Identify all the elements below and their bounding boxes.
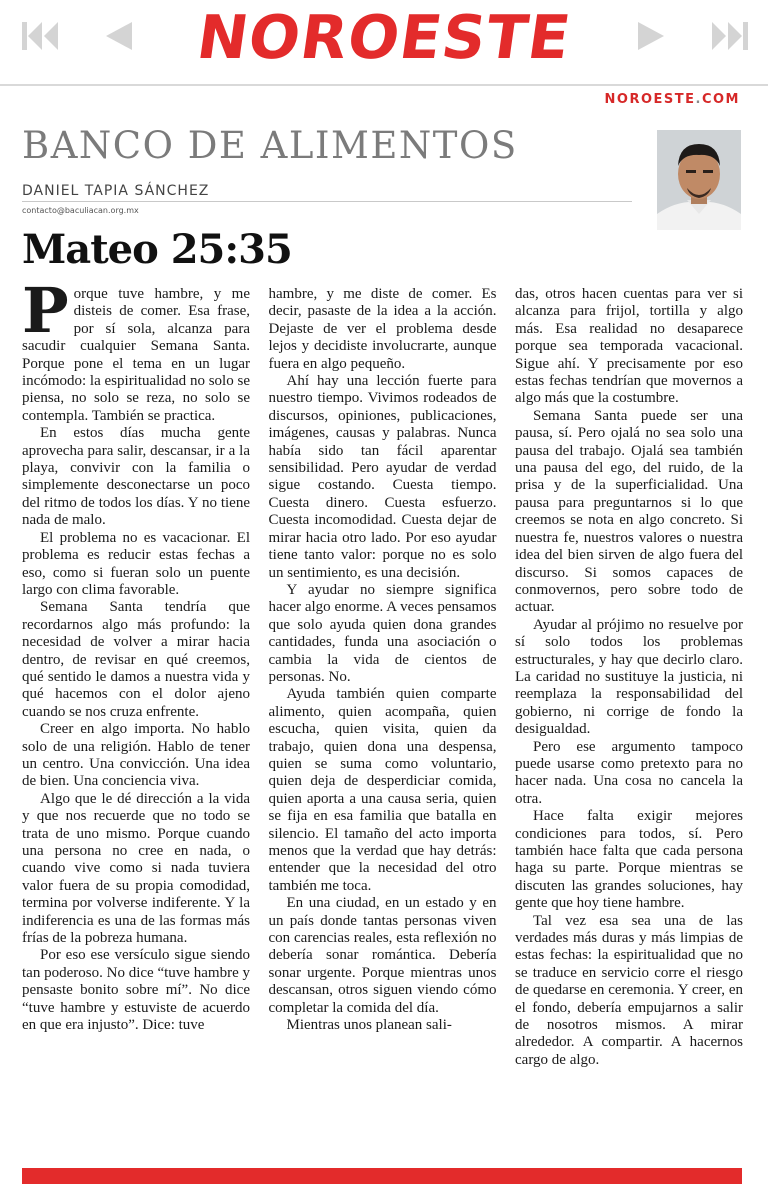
author-photo <box>657 130 741 230</box>
article-paragraph: Por eso ese versículo sigue siendo tan poderoso. No dice “tuve hambre y pensaste bonito sobre mí”. No dice “tuve hambre y estuviste de acuerdo en que era injusto”. Dice: tuve <box>22 947 250 1034</box>
article-paragraph: hambre, y me diste de comer. Es decir, pasaste de la idea a la acción. Dejaste de ver el problema desde lejos y decidiste involucrarte, aunque fuera en algo pequeño. <box>268 286 497 372</box>
site-url[interactable] <box>605 92 740 107</box>
article-paragraph: Hace falta exigir mejores condiciones para todos, sí. Pero también hace falta que cada persona haga su parte. Porque mientras se discuten las grandes soluciones, hay gente que hoy tiene hambre. <box>515 808 743 912</box>
article-paragraph: Ayudar al prójimo no resuelve por sí solo todos los problemas estructurales, y hay que decirlo claro. La caridad no sustituye la justicia, ni reemplaza la responsabilidad del gobierno, ni corrige de fondo la desigualdad. <box>515 616 743 738</box>
first-page-icon[interactable] <box>18 14 62 58</box>
drop-cap: P <box>22 286 69 347</box>
article-paragraph: Algo que le dé dirección a la vida y que nos recuerde que no todo se trata de uno mismo. Porque cuando una persona no cree en nada, o cuando vive como si nada tuviera valor fuera de su propia comodidad, termina por volverse indiferente. Y la indiferencia es una de las formas más frías de la pobreza humana. <box>22 790 250 947</box>
author-name: DANIEL TAPIA SÁNCHEZ <box>22 183 210 199</box>
article-paragraph: Mientras unos planean sali- <box>286 1017 452 1034</box>
article-paragraph-text: orque tuve hambre, y me disteis de comer. Esa frase, por sí sola, alcanza para sacudir cualquier Semana Santa. Porque pone el tema en un lugar incómodo: la espiritualidad no solo se piensa, no solo se reza, no solo se contempla. También se practica. <box>22 286 250 424</box>
previous-page-icon[interactable] <box>96 14 140 58</box>
article-paragraph: Ahí hay una lección fuerte para nuestro tiempo. Vivimos rodeados de discursos, opiniones, publicaciones, imágenes, causas y palabras. Nunca había sido tan fácil aparentar sensibilidad. Pero ayudar de verdad sigue costando. Cuesta tiempo. Cuesta dinero. Cuesta esfuerzo. Cuesta incomodidad. Cuesta dejar de mirar hacia otro lado. Por eso ayudar tiene tanto valor: porque no es solo un sentimiento, es una decisión. <box>268 373 497 581</box>
article-paragraph: Tal vez esa sea una de las verdades más duras y más limpias de estas fechas: la espiritualidad que no se traduce en servicio corre el riesgo de quedarse en ceremonia. Y creer, en el fondo, debería empujarnos a salir de nosotros mismos. A mirar alrededor. A compartir. A hacernos cargo de algo. <box>515 912 743 1068</box>
article-paragraph: Semana Santa tendría que recordarnos algo más profundo: la necesidad de volver a mirar hacia dentro, de revisar en qué creemos, qué sentido le damos a nuestra vida y qué hacemos con el dolor ajeno cuando se nos cruza enfrente. <box>22 599 250 720</box>
next-page-icon[interactable] <box>630 14 674 58</box>
site-url-dot: . <box>695 92 702 107</box>
author-email[interactable]: contacto@baculiacan.org.mx <box>22 206 139 215</box>
article-paragraph: Semana Santa puede ser una pausa, sí. Pero ojalá no sea solo una pausa del trabajo. Ojalá sea también una pausa del ego, del ruido, de la prisa y de la superficialidad. Una pausa para preguntarnos si lo que creemos se nota en algo concreto. Si nuestra fe, nuestros valores o nuestra idea del bien sirven de algo fuera del discurso. Si somos capaces de conmovernos, pero sobre todo de actuar. <box>515 407 743 616</box>
article-headline: Mateo 25:35 <box>22 226 292 273</box>
article-paragraph <box>22 286 250 425</box>
article-paragraph: Pero ese argumento tampoco puede usarse como pretexto para no hacer nada. Una cosa no cancela la otra. <box>515 738 743 807</box>
footer-bar <box>22 1168 742 1184</box>
article-paragraph: El problema no es vacacionar. El problema es reducir estas fechas a eso, como si fueran solo un puente largo con clima favorable. <box>22 529 250 598</box>
author-divider <box>22 201 632 202</box>
article-paragraph: Ayuda también quien comparte alimento, quien acompaña, quien escucha, quien visita, quien da trabajo, quien dona una despensa, quien se suma como voluntario, quien deja de desperdiciar comida, quien aporta a una causa seria, quien se fija en esa familia que batalla en silencio. El tamaño del acto importa menos que la verdad que hay detrás: entender que la necesidad del otro también me toca. <box>268 686 497 894</box>
top-bar <box>0 0 768 82</box>
header-divider <box>0 84 768 86</box>
column-section-title: BANCO DE ALIMENTOS <box>22 124 518 167</box>
article-column-3 <box>515 286 743 1160</box>
last-page-icon[interactable] <box>708 14 752 58</box>
noroeste-logo: NOROESTE <box>192 3 576 73</box>
article-column-1 <box>22 286 250 1160</box>
article-paragraph: Y ayudar no siempre significa hacer algo enorme. A veces pensamos que solo ayuda quien dona grandes cantidades, funda una asociación o cambia la vida de cientos de personas. No. <box>268 581 497 685</box>
site-url-name: NOROESTE <box>604 92 696 107</box>
article-column-2 <box>269 286 497 1160</box>
site-url-tld: COM <box>701 92 740 107</box>
article-paragraph: das, otros hacen cuentas para ver si alcanza para frijol, tortilla y algo más. Esa realidad no desaparece porque sea temporada vacacional. Sigue ahí. Y precisamente por eso estas fechas tendrían que movernos a algo más que la costumbre. <box>515 286 743 407</box>
article-paragraph: En estos días mucha gente aprovecha para salir, descansar, ir a la playa, convivir con la familia o simplemente desconectarse un poco del ritmo de todos los días. Y no tiene nada de malo. <box>22 425 250 529</box>
article-body <box>22 286 743 1160</box>
article-paragraph: En una ciudad, en un estado y en un país donde tantas personas viven con carencias reales, esta reflexión no debería sonar romántica. Debería sonar urgente. Porque mientras unos descansan, otros siguen viendo cómo completar la comida del día. <box>268 895 497 1016</box>
article-paragraph: Creer en algo importa. No hablo solo de una religión. Hablo de tener un centro. Una convicción. Una idea de bien. Una conciencia viva. <box>22 721 250 790</box>
